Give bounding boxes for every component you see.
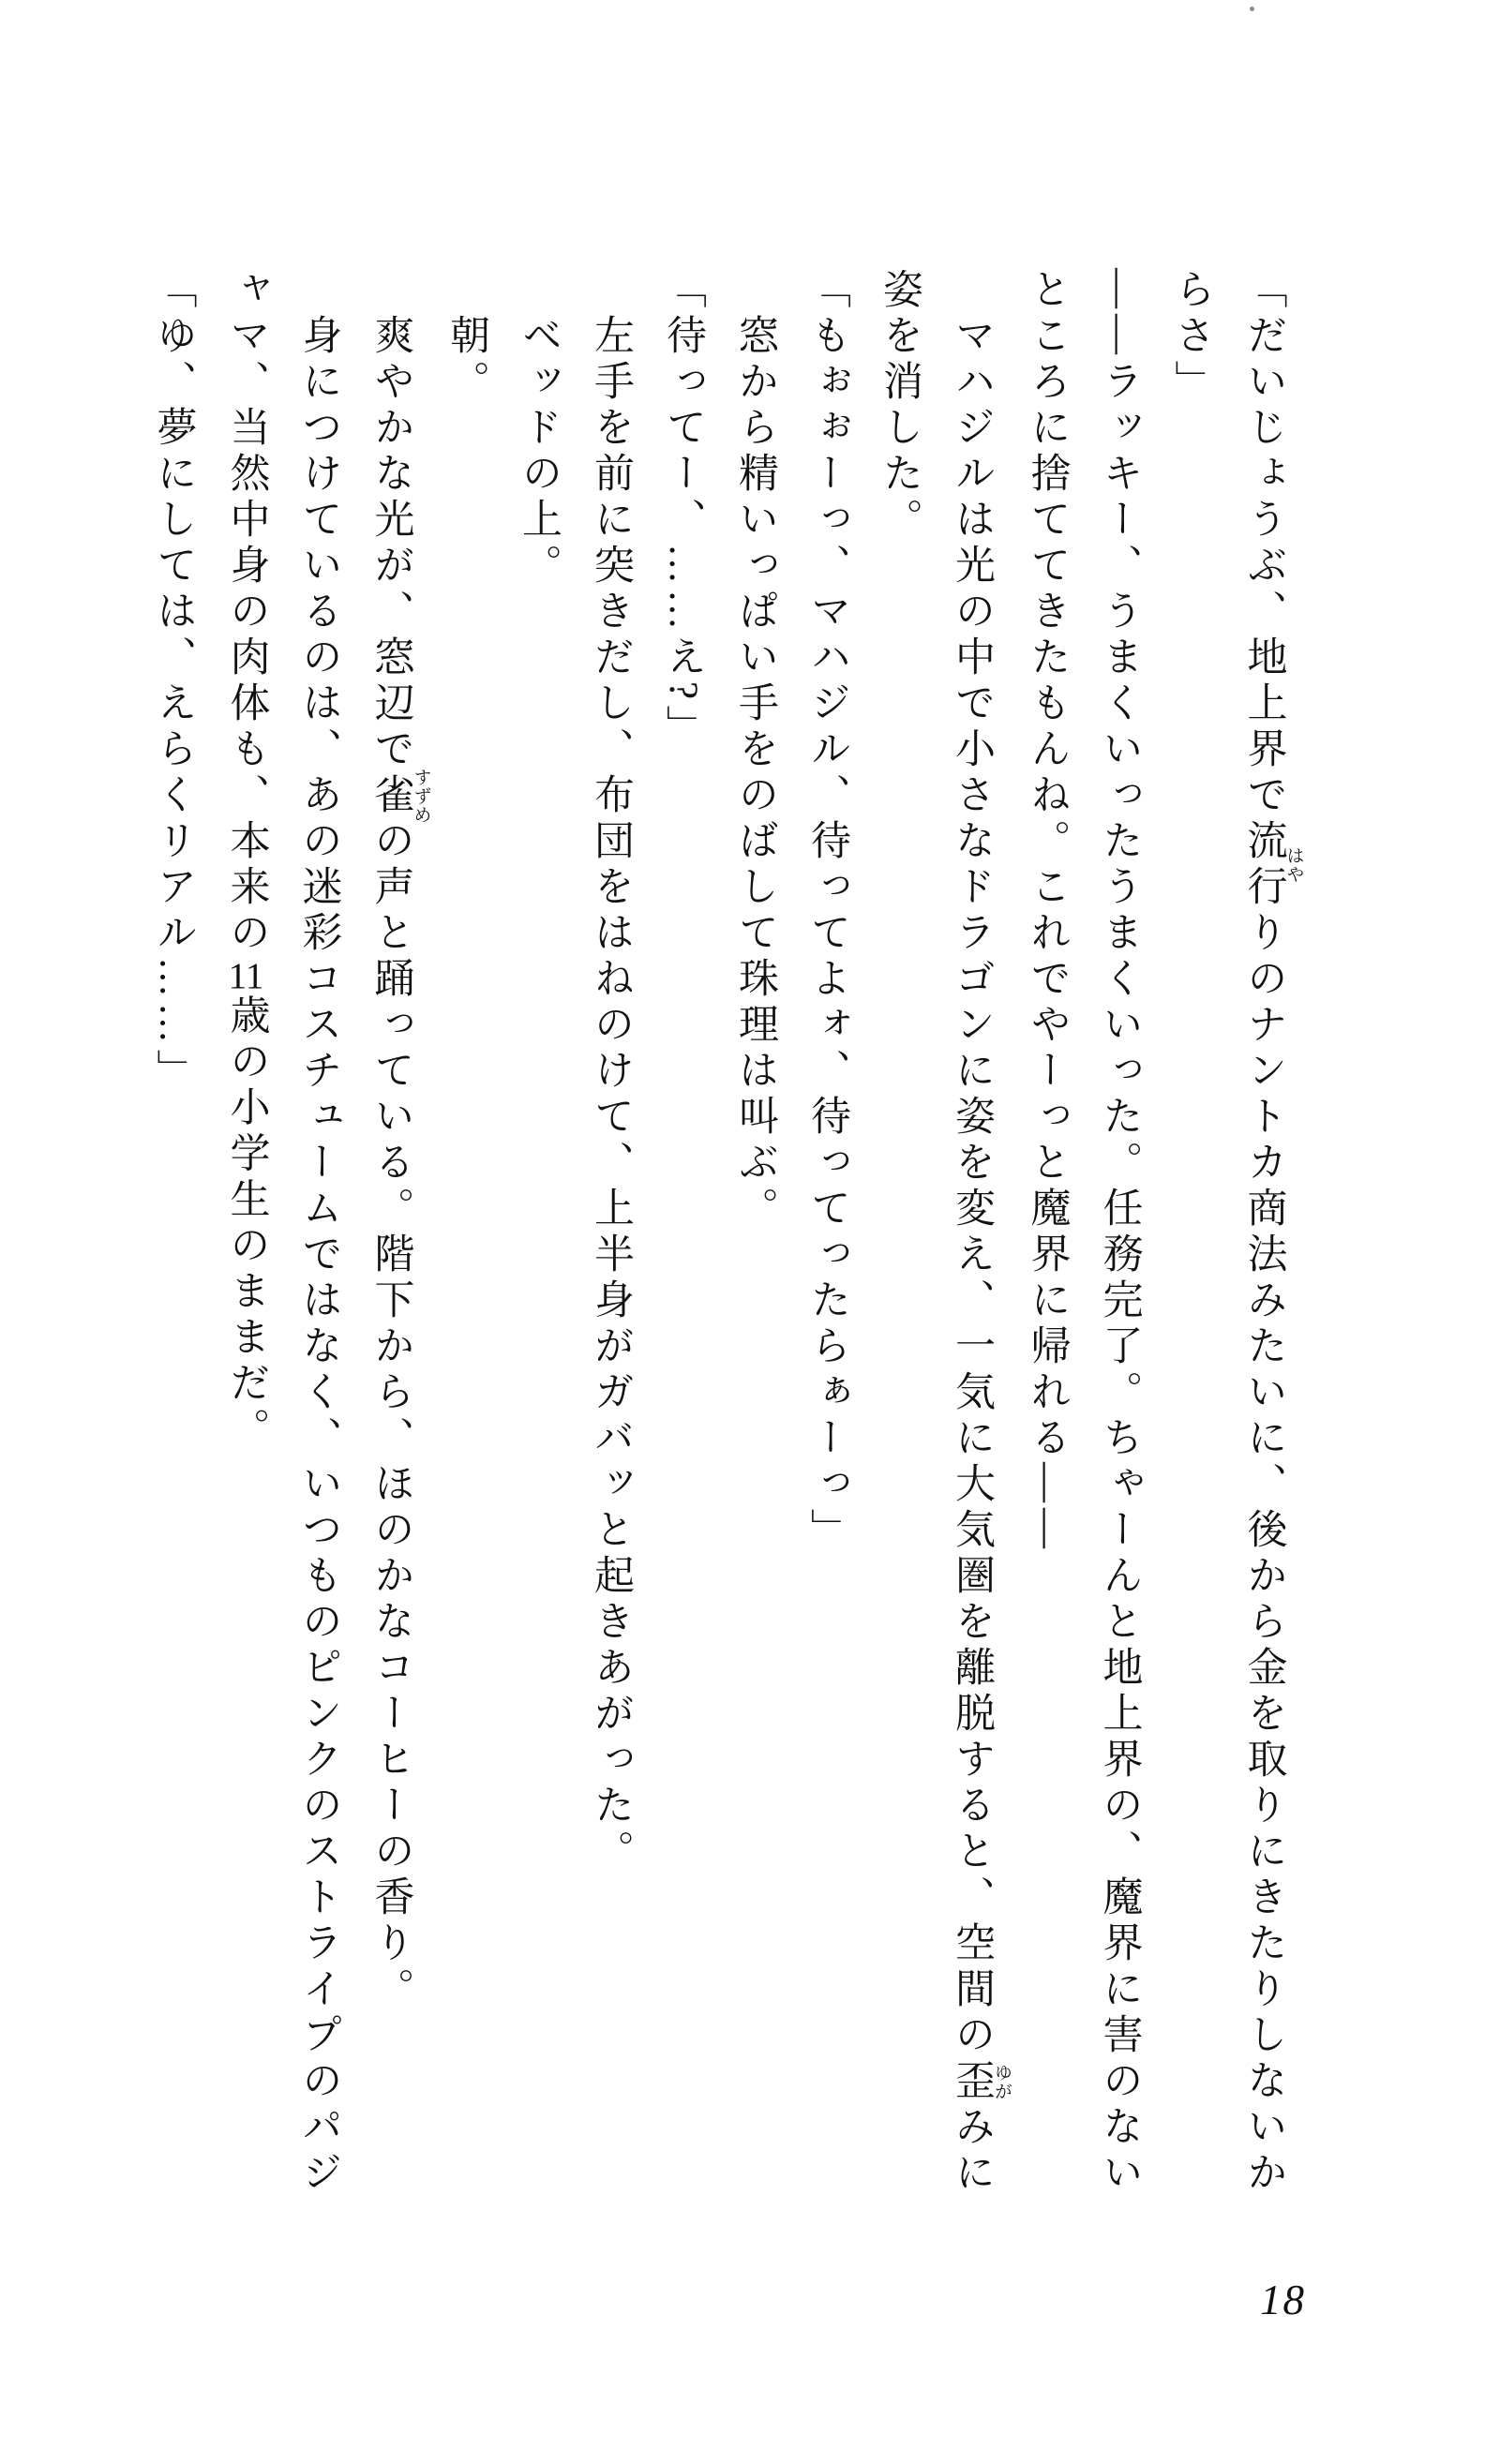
- paragraph: ――ラッキー、うまくいったうまくいった。任務完了。ちゃーんと地上界の、魔界に害のないところに捨ててきたもんね。これでやーっと魔界に帰れる――: [1025, 268, 1142, 2197]
- text-block: [138, 268, 1304, 2214]
- scan-artifact-dot: [1250, 7, 1254, 11]
- paragraph: 身につけているのは、あの迷彩コスチュームではなく、いつものピンクのストライプのパジャマ、当然中身の肉体も、本来の11歳の小学生のままだ。: [224, 268, 341, 2197]
- paragraph: 左手を前に突きだし、布団をはねのけて、上半身がガバッと起きあがった。: [589, 314, 633, 1875]
- paragraph: 「ゆ、夢にしては、えらくリアル……」: [151, 268, 196, 1095]
- paragraph: 窓から精いっぱい手をのばして珠理は叫ぶ。: [733, 314, 777, 1232]
- ruby-word: 雀すずめ: [368, 768, 431, 825]
- paragraph: 「だいじょうぶ、地上界で流行はやりのナントカ商法みたいに、後から金を取りにきたりしないからさ」: [1169, 268, 1304, 2197]
- ruby-word: 歪ゆが: [950, 2059, 1012, 2105]
- paragraph: 「もぉぉーっ、マハジル、待ってよォ、待ってったらぁーっ」: [805, 268, 849, 1554]
- ruby-word: 流行はや: [1241, 819, 1304, 911]
- page-number: 18: [1260, 2277, 1306, 2323]
- paragraph: ベッドの上。: [517, 314, 561, 590]
- paragraph: マハジルは光の中で小さなドラゴンに姿を変え、一気に大気圏を離脱すると、空間の歪ゆがみに姿を消した。: [878, 268, 1012, 2197]
- paragraph: 「待ってー、……え?」: [661, 268, 705, 752]
- paragraph: 爽やかな光が、窓辺で雀すずめの声と踊っている。階下から、ほのかなコーヒーの香り。: [368, 314, 431, 2013]
- paragraph: 朝。: [444, 314, 488, 406]
- tatechuyoko-number: 11: [228, 957, 264, 994]
